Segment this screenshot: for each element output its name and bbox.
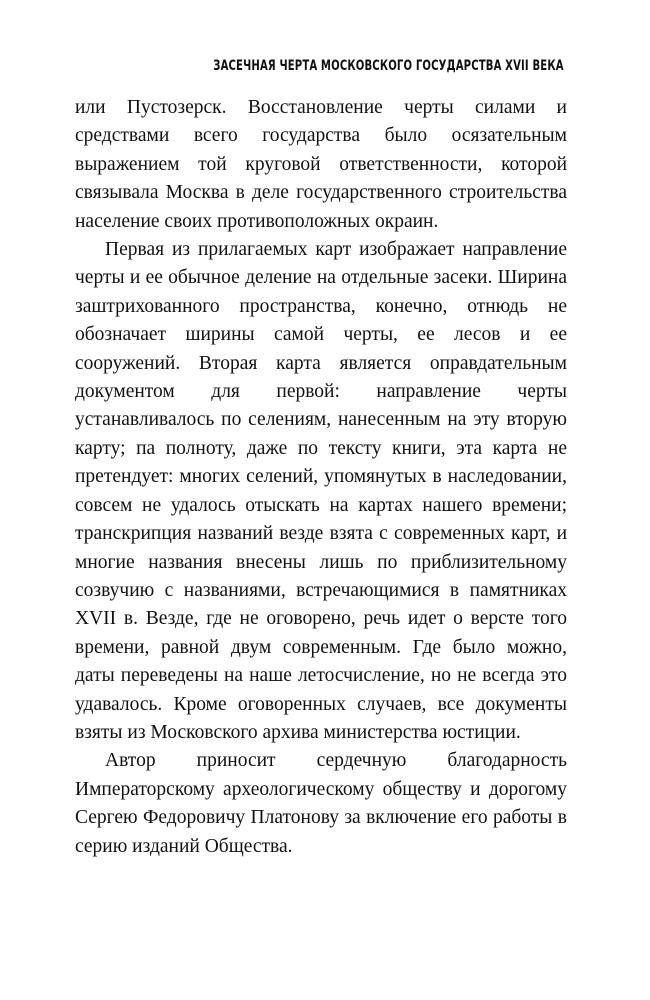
paragraph-acknowledgement: Автор приносит сердечную благодарность Императорскому археологическому обществу и дорогому Сергею Федоровичу Платонову за включение его работы в серию изданий Общества. — [75, 750, 567, 857]
paragraph-maps: Первая из прилагаемых карт изображает направление черты и ее обычное деление на отдельные засеки. Ширина заштрихованного пространства, конечно, отнюдь не обозначает ширины самой черты, ее лесов и ее сооружений. Вторая карта является оправдательным документом для первой: направление черты устанавливалось по селениям, нанесенным на эту вторую карту; па полноту, даже по тексту книги, эта карта не претендует: многих селений, упомянутых в наследовании, совсем не удалось отыскать на картах нашего времени; транскрипция названий везде взята с современных карт, и многие названия внесены лишь по приблизительному созвучию с названиями, встречающимися в памятниках XVII в. Везде, где не оговорено, речь идет о версте того времени, равной двум современным. Где было можно, даты переведены на наше летосчисление, но не всегда это удавалось. Кроме оговоренных случаев, все документы взяты из Московского архива министерства юстиции. — [75, 239, 567, 743]
running-head: ЗАСЕЧНАЯ ЧЕРТА МОСКОВСКОГО ГОСУДАРСТВА XVII ВЕКА — [213, 58, 564, 74]
paragraph-continued: или Пустозерск. Восстановление черты силами и средствами всего государства было осязательным выражением той круговой ответственности, которой связывала Москва в деле государственного строительства население своих противоположных окраин. — [75, 97, 567, 232]
body-text — [75, 94, 567, 861]
